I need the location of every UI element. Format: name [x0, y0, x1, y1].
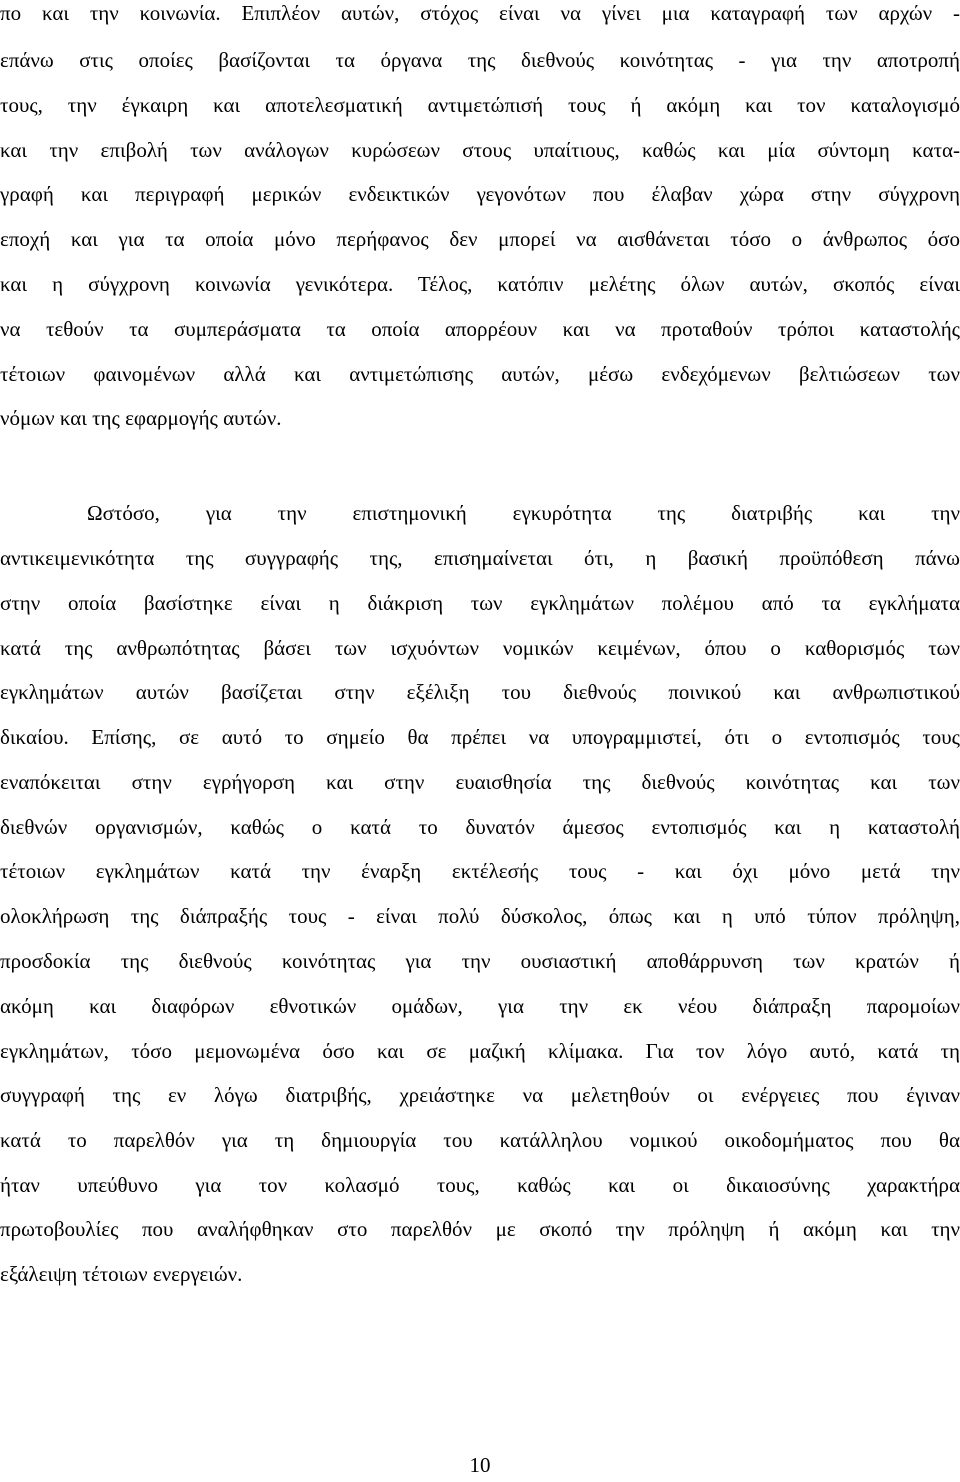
text-line: γραφή και περιγραφή μερικών ενδεικτικών γεγονότων που έλαβαν χώρα στην σύγχρονη: [0, 182, 960, 206]
text-line: και την επιβολή των ανάλογων κυρώσεων στους υπαίτιους, καθώς και μία σύντομη κατα-: [0, 138, 960, 162]
text-line: εγκλημάτων, τόσο μεμονωμένα όσο και σε μαζική κλίμακα. Για τον λόγο αυτό, κατά τη: [0, 1039, 960, 1063]
text-line: εξάλειψη τέτοιων ενεργειών.: [0, 1262, 243, 1286]
text-line: Ωστόσο, για την επιστημονική εγκυρότητα της διατριβής και την: [87, 501, 960, 525]
text-line: πο και την κοινωνία. Επιπλέον αυτών, στόχος είναι να γίνει μια καταγραφή των αρχών -: [0, 1, 960, 25]
text-line: να τεθούν τα συμπεράσματα τα οποία απορρέουν και να προταθούν τρόποι καταστολής: [0, 317, 960, 341]
text-line: προσδοκία της διεθνούς κοινότητας για την ουσιαστική αποθάρρυνση των κρατών ή: [0, 949, 960, 973]
text-line: συγγραφή της εν λόγω διατριβής, χρειάστηκε να μελετηθούν οι ενέργειες που έγιναν: [0, 1083, 960, 1107]
text-line: ολοκλήρωση της διάπραξής τους - είναι πολύ δύσκολος, όπως και η υπό τύπον πρόληψη,: [0, 904, 960, 928]
text-line: εναπόκειται στην εγρήγορση και στην ευαισθησία της διεθνούς κοινότητας και των: [0, 770, 960, 794]
text-line: ακόμη και διαφόρων εθνοτικών ομάδων, για την εκ νέου διάπραξη παρομοίων: [0, 994, 960, 1018]
text-line: αντικειμενικότητα της συγγραφής της, επισημαίνεται ότι, η βασική προϋπόθεση πάνω: [0, 546, 960, 570]
text-line: και η σύγχρονη κοινωνία γενικότερα. Τέλος, κατόπιν μελέτης όλων αυτών, σκοπός είναι: [0, 272, 960, 296]
text-line: διεθνών οργανισμών, καθώς ο κατά το δυνατόν άμεσος εντοπισμός και η καταστολή: [0, 815, 960, 839]
text-line: κατά της ανθρωπότητας βάσει των ισχυόντων νομικών κειμένων, όπου ο καθορισμός των: [0, 636, 960, 660]
text-line: εποχή και για τα οποία μόνο περήφανος δεν μπορεί να αισθάνεται τόσο ο άνθρωπος όσο: [0, 227, 960, 251]
text-line: τέτοιων εγκλημάτων κατά την έναρξη εκτέλεσής τους - και όχι μόνο μετά την: [0, 859, 960, 883]
text-line: πρωτοβουλίες που αναλήφθηκαν στο παρελθόν με σκοπό την πρόληψη ή ακόμη και την: [0, 1217, 960, 1241]
text-line: επάνω στις οποίες βασίζονται τα όργανα της διεθνούς κοινότητας - για την αποτροπή: [0, 48, 960, 72]
text-line: δικαίου. Επίσης, σε αυτό το σημείο θα πρέπει να υπογραμμιστεί, ότι ο εντοπισμός τους: [0, 725, 960, 749]
page-number: 10: [469, 1453, 491, 1477]
text-line: στην οποία βασίστηκε είναι η διάκριση των εγκλημάτων πολέμου από τα εγκλήματα: [0, 591, 960, 615]
text-line: τους, την έγκαιρη και αποτελεσματική αντιμετώπισή τους ή ακόμη και τον καταλογισμό: [0, 93, 960, 117]
text-line: εγκλημάτων αυτών βασίζεται στην εξέλιξη του διεθνούς ποινικού και ανθρωπιστικού: [0, 680, 960, 704]
text-line: νόμων και της εφαρμογής αυτών.: [0, 406, 282, 430]
text-line: ήταν υπεύθυνο για τον κολασμό τους, καθώς και οι δικαιοσύνης χαρακτήρα: [0, 1173, 960, 1197]
text-line: κατά το παρελθόν για τη δημιουργία του κατάλληλου νομικού οικοδομήματος που θα: [0, 1128, 960, 1152]
text-line: τέτοιων φαινομένων αλλά και αντιμετώπισης αυτών, μέσω ενδεχόμενων βελτιώσεων των: [0, 362, 960, 386]
